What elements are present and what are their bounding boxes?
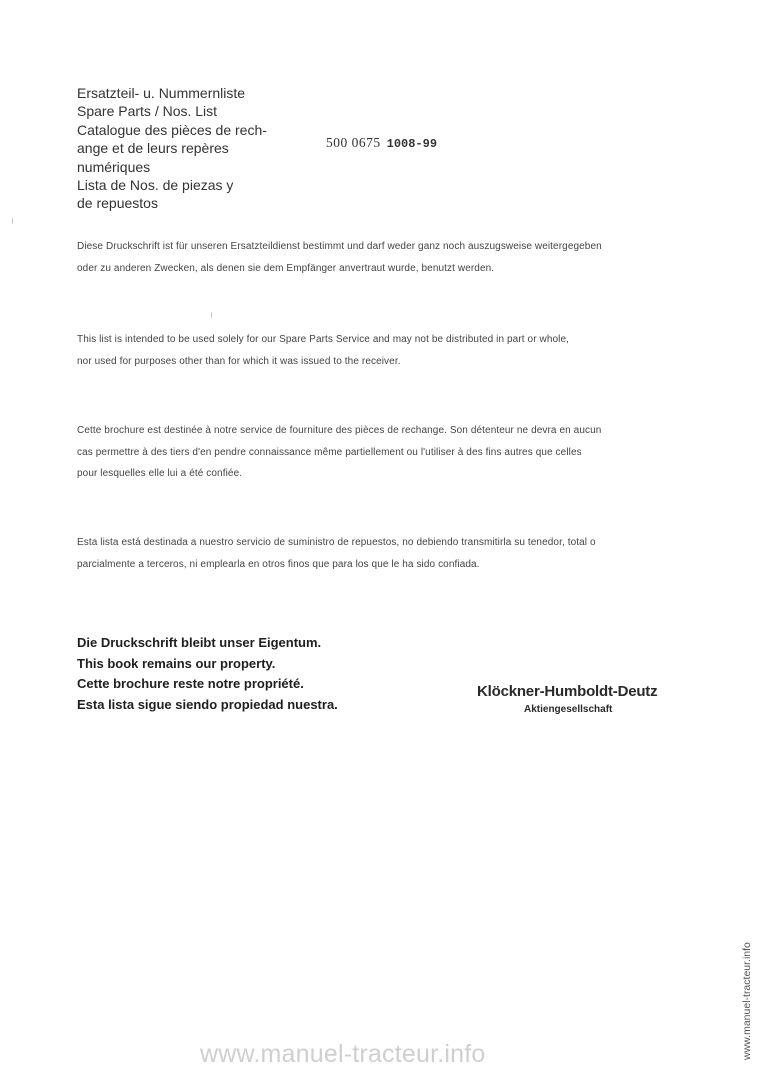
title-line: Ersatzteil- u. Nummernliste	[77, 85, 246, 101]
notice-line: oder zu anderen Zwecken, als denen sie dem Empfänger anvertraut wurde, benutzt werden.	[77, 262, 495, 274]
property-line: Die Druckschrift bleibt unser Eigentum.	[77, 635, 322, 650]
company-name: Klöckner-Humboldt-Deutz	[477, 683, 658, 700]
title-line: Lista de Nos. de piezas y	[77, 177, 234, 194]
title-line: ange et de leurs repères	[77, 140, 229, 157]
notice-english	[77, 329, 697, 372]
title-line: Spare Parts / Nos. List	[77, 103, 218, 120]
title-line: numériques	[77, 158, 151, 175]
document-number	[326, 135, 437, 151]
document-title	[77, 84, 317, 213]
scan-mark	[12, 218, 13, 224]
notice-line: parcialmente a terceros, ni emplearla en otros finos que para los que le ha sido confiada.	[77, 558, 480, 570]
company-subtitle: Aktiengesellschaft	[524, 704, 613, 715]
notice-line: pour lesquelles elle lui a été confiée.	[77, 468, 243, 479]
scan-mark	[211, 312, 212, 318]
notice-german	[77, 236, 697, 279]
notice-spanish	[77, 532, 697, 575]
title-line: Catalogue des pièces de rech-	[77, 121, 267, 138]
notice-line: Diese Druckschrift ist für unseren Ersatzteildienst bestimmt und darf weder ganz noch auszugsweise weitergegeben	[77, 241, 602, 252]
notice-line: Esta lista está destinada a nuestro servicio de suministro de repuestos, no debiendo transmitirla su tenedor, total o	[77, 537, 596, 548]
notice-french	[77, 420, 697, 485]
watermark-bottom: www.manuel-tracteur.info	[200, 1040, 486, 1068]
document-number-suffix: 1008-99	[386, 137, 438, 151]
property-line: Esta lista sigue siendo propiedad nuestra.	[77, 696, 338, 712]
notice-line: Cette brochure est destinée à notre service de fourniture des pièces de rechange. Son détenteur ne devra en aucun	[77, 425, 602, 436]
property-line: This book remains our property.	[77, 655, 276, 671]
company-signature	[477, 683, 717, 715]
document-number-main: 500 0675	[326, 135, 381, 150]
property-line: Cette brochure reste notre propriété.	[77, 676, 304, 691]
notice-line: This list is intended to be used solely for our Spare Parts Service and may not be distributed in part or whole,	[77, 334, 570, 345]
notice-line: cas permettre à des tiers d'en pendre connaissance même partiellement ou l'utiliser à des fins autres que celles	[77, 446, 582, 458]
notice-line: nor used for purposes other than for which it was issued to the receiver.	[77, 355, 401, 367]
watermark-side: www.manuel-tracteur.info	[741, 942, 753, 1060]
property-statement	[77, 633, 338, 715]
title-line: de repuestos	[77, 195, 158, 212]
